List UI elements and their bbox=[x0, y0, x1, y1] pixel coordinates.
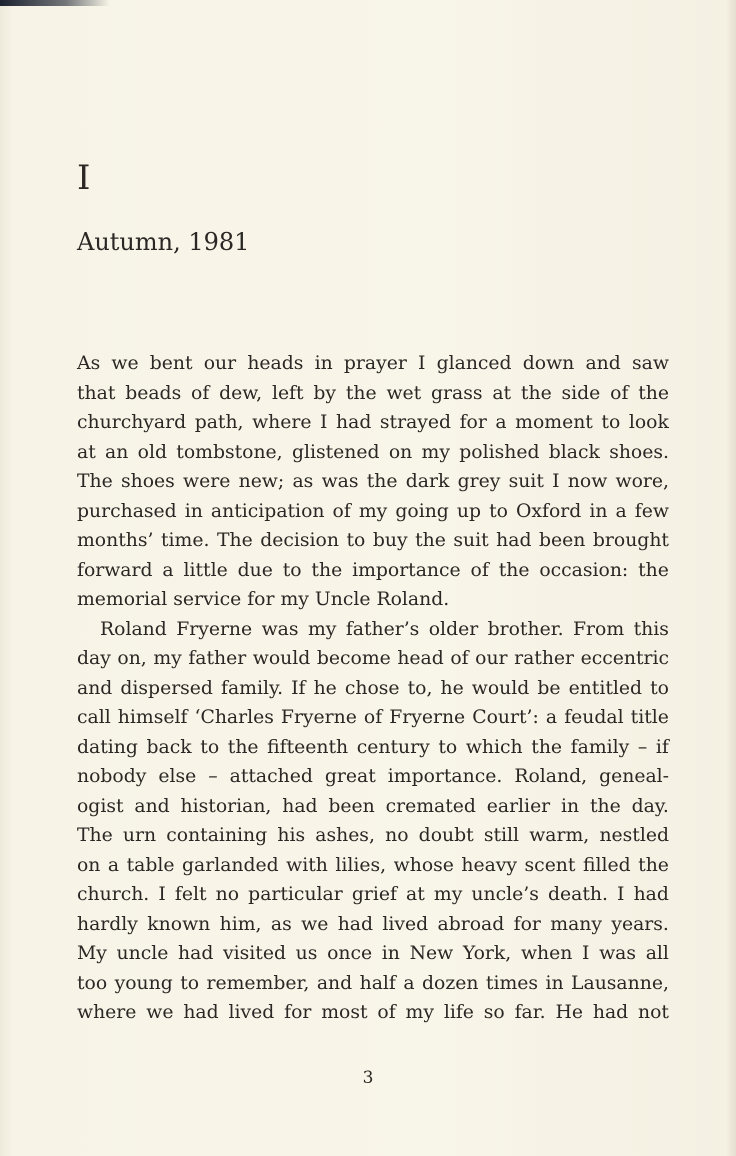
page-edge bbox=[726, 0, 736, 1156]
text-line: too young to remember, and half a dozen times in Lausanne, bbox=[77, 972, 669, 994]
text-line: that beads of dew, left by the wet grass at the side of the bbox=[77, 382, 669, 404]
text-line: memorial service for my Uncle Roland. bbox=[77, 589, 450, 610]
text-line: dating back to the fifteenth century to which the family – if bbox=[77, 736, 669, 758]
text-line: on a table garlanded with lilies, whose heavy scent filled the bbox=[77, 854, 669, 876]
text-line: purchased in anticipation of my going up to Oxford in a few bbox=[77, 500, 669, 522]
text-line: church. I felt no particular grief at my uncle’s death. I had bbox=[77, 884, 669, 905]
text-line: call himself ‘Charles Fryerne of Fryerne Court’: a feudal title bbox=[77, 707, 669, 728]
text-line: and dispersed family. If he chose to, he would be entitled to bbox=[77, 677, 669, 699]
text-line: churchyard path, where I had strayed for a moment to look bbox=[77, 412, 669, 433]
text-line: Roland Fryerne was my father’s older brother. From this bbox=[100, 618, 669, 640]
chapter-number: I bbox=[77, 158, 92, 198]
text-line: The urn containing his ashes, no doubt still warm, nestled bbox=[77, 825, 669, 846]
text-line: As we bent our heads in prayer I glanced down and saw bbox=[77, 353, 669, 374]
text-line: ogist and historian, had been cremated earlier in the day. bbox=[77, 795, 669, 817]
text-line: months’ time. The decision to buy the suit had been brought bbox=[77, 530, 669, 551]
body-text bbox=[77, 349, 669, 1028]
text-line: forward a little due to the importance of the occasion: the bbox=[77, 559, 669, 581]
text-line: at an old tombstone, glistened on my polished black shoes. bbox=[77, 441, 669, 463]
text-line: My uncle had visited us once in New York, when I was all bbox=[77, 943, 669, 964]
text-line: hardly known him, as we had lived abroad for many years. bbox=[77, 913, 669, 935]
text-line: The shoes were new; as was the dark grey suit I now wore, bbox=[77, 471, 669, 492]
page-number: 3 bbox=[362, 1068, 374, 1088]
text-line: where we had lived for most of my life so far. He had not bbox=[77, 1002, 669, 1023]
text-line: day on, my father would become head of our rather eccentric bbox=[77, 648, 669, 669]
text-line: nobody else – attached great importance. Roland, geneal- bbox=[77, 766, 669, 787]
paragraph bbox=[77, 349, 669, 615]
scan-edge-shadow bbox=[0, 0, 110, 6]
paragraph bbox=[77, 615, 669, 1028]
chapter-title: Autumn, 1981 bbox=[77, 228, 250, 256]
